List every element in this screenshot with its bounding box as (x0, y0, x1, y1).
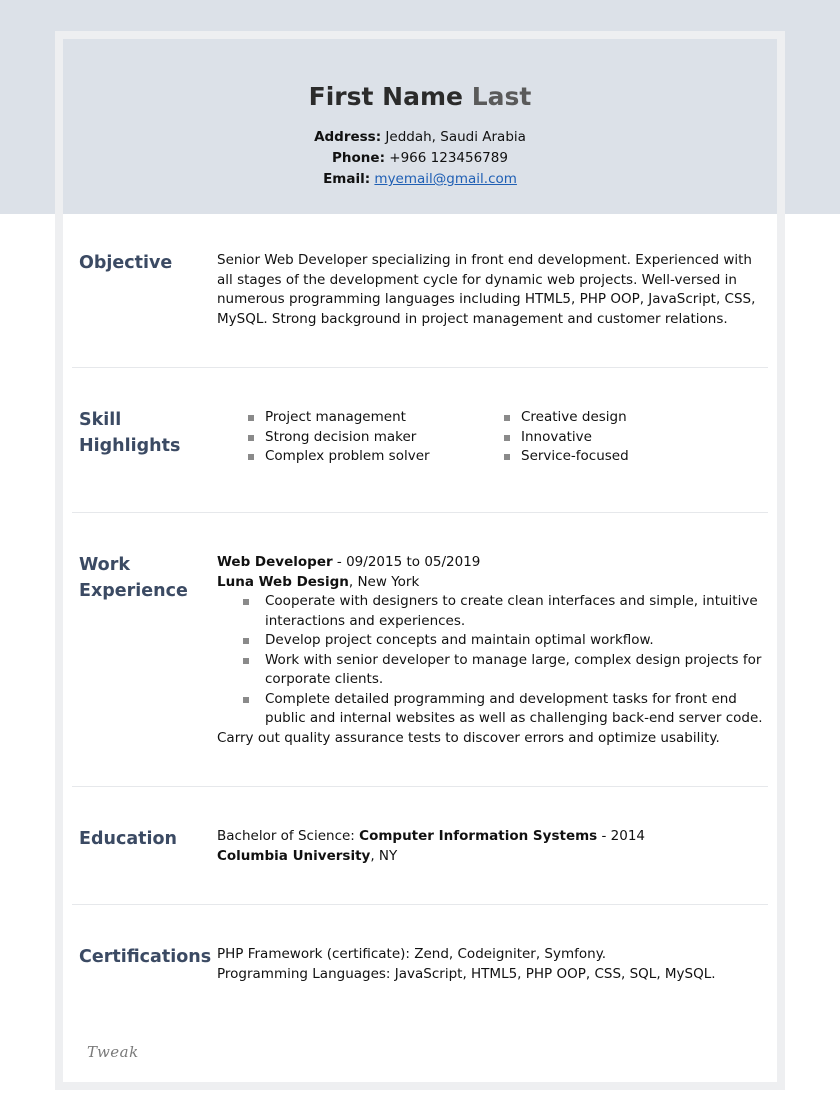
section-divider (72, 367, 768, 368)
degree-year: - 2014 (597, 828, 646, 844)
work-title (79, 552, 219, 604)
objective-title: Objective (79, 253, 173, 273)
school-name: Columbia University (217, 847, 371, 864)
skill-item: Complex problem solver (217, 447, 457, 467)
certifications-content (217, 945, 765, 984)
skill-item: Service-focused (473, 447, 713, 467)
email-label: Email: (323, 171, 371, 187)
phone-value: +966 123456789 (389, 150, 508, 166)
square-bullet-icon (243, 697, 249, 703)
square-bullet-icon (243, 599, 249, 605)
square-bullet-icon (504, 454, 510, 460)
school-line (217, 847, 765, 867)
phone-label: Phone: (332, 150, 385, 166)
square-bullet-icon (504, 415, 510, 421)
resume-page (63, 39, 777, 1082)
first-name: First Name (308, 82, 463, 111)
email-link[interactable]: myemail@gmail.com (374, 171, 517, 187)
skill-item: Strong decision maker (217, 428, 457, 448)
job-heading (217, 553, 765, 573)
company-name: Luna Web Design (217, 573, 349, 590)
email-line (63, 169, 777, 190)
square-bullet-icon (504, 435, 510, 441)
objective-text: Senior Web Developer specializing in front end development. Experienced with all stages of the development cycle for dynamic web projects. Well-versed in numerous programming languages including HTML5, PHP OOP, JavaScript, CSS, MySQL. Strong background in project management and customer relations. (217, 252, 756, 327)
work-title-line1: Work (79, 555, 130, 575)
skill-item: Creative design (473, 408, 713, 428)
job-dates: - 09/2015 to 05/2019 (332, 554, 481, 570)
candidate-name (63, 81, 777, 113)
degree-prefix: Bachelor of Science: (217, 828, 360, 844)
address-label: Address: (314, 129, 382, 145)
company-line (217, 573, 765, 593)
square-bullet-icon (248, 415, 254, 421)
brand-logo: Tweak (87, 1043, 139, 1061)
section-divider (72, 904, 768, 905)
work-closing-line: Carry out quality assurance tests to discover errors and optimize usability. (217, 729, 720, 746)
certifications-title: Certifications (79, 947, 212, 967)
square-bullet-icon (243, 658, 249, 664)
skills-right-column (473, 408, 713, 467)
last-name: Last (471, 82, 532, 111)
company-location: , New York (348, 573, 420, 590)
address-line (63, 127, 777, 148)
section-divider (72, 786, 768, 787)
degree-field: Computer Information Systems (359, 828, 598, 844)
education-content (217, 827, 765, 866)
square-bullet-icon (248, 454, 254, 460)
address-value: Jeddah, Saudi Arabia (385, 129, 526, 145)
skill-item: Innovative (473, 428, 713, 448)
work-bullet-item: Develop project concepts and maintain optimal workflow. (217, 631, 765, 651)
section-divider (72, 512, 768, 513)
work-bullet-item: Complete detailed programming and development tasks for front end public and internal websites as well as challenging back-end server code. (217, 690, 765, 729)
square-bullet-icon (248, 435, 254, 441)
work-bullet-item: Cooperate with designers to create clean interfaces and simple, intuitive interactions and experiences. (217, 592, 765, 631)
work-title-line2: Experience (79, 581, 188, 601)
work-bullet-item: Work with senior developer to manage large, complex design projects for corporate clients. (217, 651, 765, 690)
education-title: Education (79, 829, 177, 849)
resume-header (63, 39, 777, 214)
certification-line: PHP Framework (certificate): Zend, Codeigniter, Symfony. (217, 946, 607, 962)
degree-line (217, 827, 765, 847)
skill-item: Project management (217, 408, 457, 428)
work-bullets (217, 592, 765, 729)
job-title: Web Developer (217, 554, 333, 570)
phone-line (63, 148, 777, 169)
square-bullet-icon (243, 638, 249, 644)
school-location: , NY (370, 847, 398, 864)
work-content (217, 553, 765, 748)
skills-title: Skill Highlights (79, 410, 181, 456)
certification-line: Programming Languages: JavaScript, HTML5, PHP OOP, CSS, SQL, MySQL. (217, 965, 716, 982)
skills-left-column (217, 408, 457, 467)
